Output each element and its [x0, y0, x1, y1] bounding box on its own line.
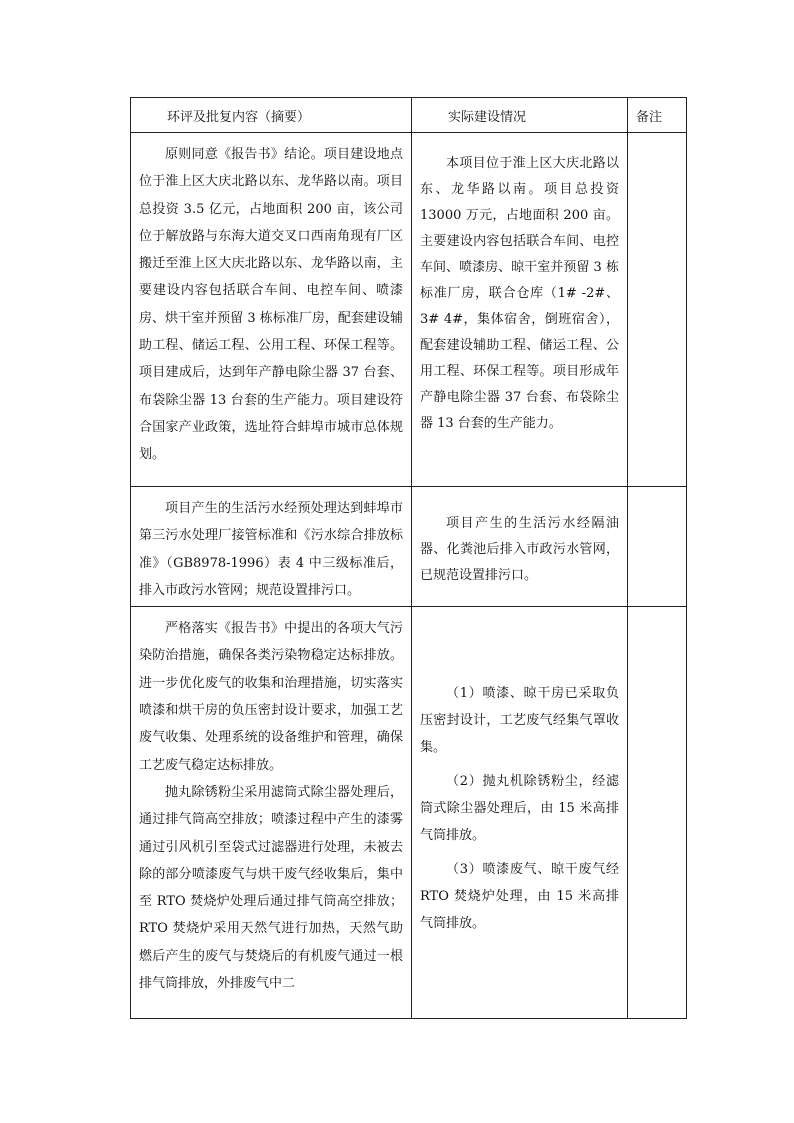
actual-cell	[412, 487, 628, 607]
header-remarks: 备注	[628, 98, 687, 133]
note-cell	[628, 133, 687, 487]
paragraph: 项目产生的生活污水经预处理达到蚌埠市第三污水处理厂接管标准和《污水综合排放标准》（GB8978-1996）表 4 中三级标准后，排入市政污水管网；规范设置排污口。	[139, 501, 403, 598]
note-cell	[628, 487, 687, 607]
actual-cell	[412, 133, 628, 487]
paragraph: 原则同意《报告书》结论。项目建设地点位于淮上区大庆北路以东、龙华路以南。项目总投资 3.5 亿元，占地面积 200 亩，该公司位于解放路与东海大道交叉口西南角现有厂区搬迁至淮上区大庆北路以东、龙华路以南，主要建设内容包括联合车间、电控车间、喷漆房、烘干室并预留 3 栋标准厂房，配套建设辅助工程、储运工程、公用工程、环保工程等。项目建成后，达到年产静电除尘器 37 台套、布袋除尘器 13 台套的生产能力。项目建设符合国家产业政策，选址符合蚌埠市城市总体规划。	[139, 147, 403, 463]
paragraph: 抛丸除锈粉尘采用滤筒式除尘器处理后，通过排气筒高空排放；喷漆过程中产生的漆雾通过引风机引至袋式过滤器进行处理，未被去除的部分喷漆废气与烘干废气经收集后，集中至 RTO 焚烧炉处理后通过排气筒高空排放；RTO 焚烧炉采用天然气进行加热，天然气助燃后产生的废气与焚烧后的有机废气通过一根排气筒排放，外排废气中二	[139, 784, 403, 992]
table-row	[131, 487, 687, 607]
paragraph: 本项目位于淮上区大庆北路以东、龙华路以南。项目总投资 13000 万元，占地面积 200 亩。主要建设内容包括联合车间、电控车间、喷漆房、晾干室并预留 3 栋标准厂房，联合仓库（1# -2#、3# 4#，集体宿舍，倒班宿舍），配套建设辅助工程、储运工程、公用工程、环保工程等。项目形成年产静电除尘器 37 台套、布袋除尘器 13 台套的生产能力。	[420, 156, 619, 431]
header-actual-construction: 实际建设情况	[412, 98, 628, 133]
header-row	[131, 98, 687, 133]
table-row	[131, 133, 687, 487]
header-eia-content: 环评及批复内容（摘要）	[131, 98, 412, 133]
paragraph: 项目产生的生活污水经隔油器、化粪池后排入市政污水管网，已规范设置排污口。	[420, 516, 619, 583]
actual-cell	[412, 607, 628, 1019]
paragraph: 严格落实《报告书》中提出的各项大气污染防治措施，确保各类污染物稳定达标排放。进一步优化废气的收集和治理措施，切实落实喷漆和烘干房的负压密封设计要求，加强工艺废气收集、处理系统的设备维护和管理，确保工艺废气稳定达标排放。	[139, 621, 403, 773]
comparison-table	[130, 97, 687, 1019]
note-cell	[628, 607, 687, 1019]
eia-cell	[131, 133, 412, 487]
paragraph: （2）抛丸机除锈粉尘，经滤筒式除尘器处理后，由 15 米高排气筒排放。	[420, 774, 619, 843]
eia-cell	[131, 487, 412, 607]
paragraph: （3）喷漆废气、晾干废气经 RTO 焚烧炉处理，由 15 米高排气筒排放。	[420, 862, 619, 931]
paragraph: （1）喷漆、晾干房已采取负压密封设计，工艺废气经集气罩收集。	[420, 686, 619, 755]
eia-cell	[131, 607, 412, 1019]
table-row	[131, 607, 687, 1019]
